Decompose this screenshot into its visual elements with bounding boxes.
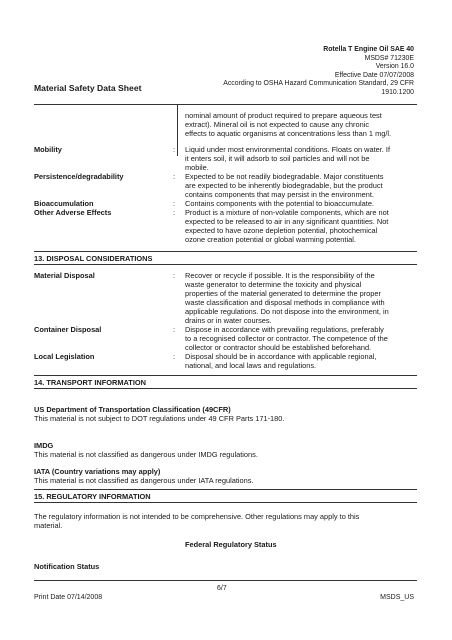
imdg-text: This material is not classified as dangerous under IMDG regulations. [34,450,258,459]
section-13-underline [34,264,417,265]
other-effects-label: Other Adverse Effects [34,208,112,217]
section-14-rule [34,375,417,376]
persistence-value: Expected to be not readily biodegradable. Major constituents are expected to be inherently biodegradable, but the product contains components that may persist in the environment. [185,172,384,199]
persistence-label: Persistence/degradability [34,172,124,181]
osha-standard-cont: 1910.1200 [381,88,414,96]
header-vertical-rule [177,104,178,156]
dot-heading: US Department of Transportation Classification (49CFR) [34,405,231,414]
msds-number: MSDS# 71230E [364,54,414,62]
iata-text: This material is not classified as dangerous under IATA regulations. [34,476,254,485]
ecotoxicity-continued: nominal amount of product required to prepare aqueous test extract). Mineral oil is not expected to cause any chronic effects to aquatic organisms at concentrations less than 1 mg/l. [185,111,392,138]
local-legislation-label: Local Legislation [34,352,95,361]
version: Version 16.0 [375,63,414,71]
notification-status-label: Notification Status [34,562,100,571]
bioaccumulation-label: Bioaccumulation [34,199,94,208]
section-15-heading: 15. REGULATORY INFORMATION [34,492,151,501]
print-date: Print Date 07/14/2008 [34,594,103,601]
bioaccumulation-value: Contains components with the potential to bioaccumulate. [185,199,374,208]
dot-text: This material is not subject to DOT regulations under 49 CFR Parts 171-180. [34,414,285,423]
product-name: Rotella T Engine Oil SAE 40 [323,46,414,53]
section-15-underline [34,502,417,503]
dot-classification [34,405,414,423]
local-legislation-value: Disposal should be in accordance with applicable regional, national, and local laws and regulations. [185,352,377,370]
iata-heading: IATA (Country variations may apply) [34,467,161,476]
section-15-rule [34,489,417,490]
mobility-label: Mobility [34,145,62,154]
container-disposal-value: Dispose in accordance with prevailing regulations, preferably to a recognised collector or contractor. The competence of the collector or contractor should be established beforehand. [185,325,388,352]
document-header [223,46,414,98]
other-effects-value: Product is a mixture of non-volatile components, which are not expected to be released to air in any significant quantities. Not expected to have ozone depletion potential, photochemical ozone creation potential or global warming potential. [185,208,389,244]
section-13-heading: 13. DISPOSAL CONSIDERATIONS [34,254,153,263]
imdg-classification [34,441,414,459]
iata-classification [34,467,414,485]
effective-date: Effective Date 07/07/2008 [334,71,414,79]
regulatory-intro: The regulatory information is not intended to be comprehensive. Other regulations may apply to this material. [34,512,360,530]
material-disposal-value: Recover or recycle if possible. It is the responsibility of the waste generator to determine the toxicity and physical properties of the material generated to determine the proper waste classification and disposal methods in compliance with applicable regulations. Do not dispose into the environment, in drains or in water courses. [185,271,389,325]
header-rule [34,104,417,105]
document-code: MSDS_US [380,594,414,601]
mobility-value: Liquid under most environmental conditions. Floats on water. If it enters soil, it will adsorb to soil particles and will not be mobile. [185,145,390,172]
section-13-rule [34,251,417,252]
document-title: Material Safety Data Sheet [34,83,142,93]
page-number: 6/7 [217,585,227,592]
imdg-heading: IMDG [34,441,54,450]
section-14-heading: 14. TRANSPORT INFORMATION [34,378,146,387]
material-disposal-label: Material Disposal [34,271,95,280]
federal-status-heading: Federal Regulatory Status [185,540,277,549]
container-disposal-label: Container Disposal [34,325,102,334]
section-14-underline [34,388,417,389]
footer-rule [34,580,417,581]
osha-standard: According to OSHA Hazard Communication Standard, 29 CFR [223,80,414,88]
